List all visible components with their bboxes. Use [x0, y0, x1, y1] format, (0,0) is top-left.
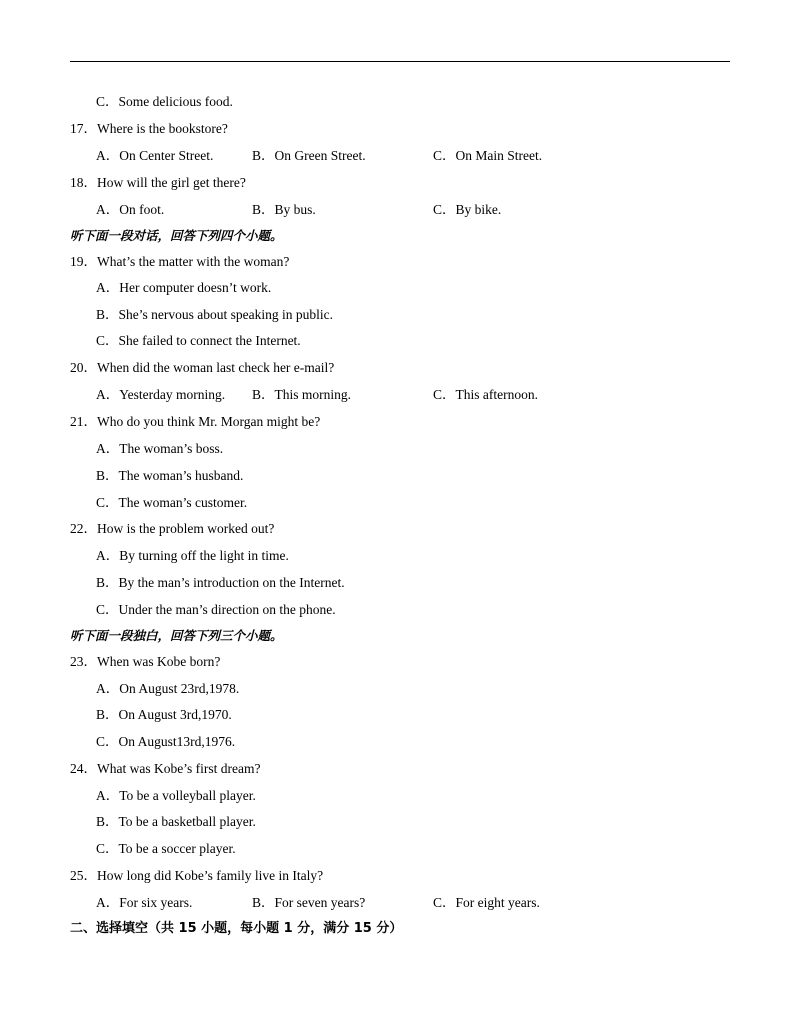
- section-instruction-monologue: 听下面一段独白，回答下列三个小题。: [70, 628, 283, 643]
- q23-option-c: C．On August13rd,1976.: [96, 734, 236, 749]
- q18-option-a: A．On foot.: [96, 202, 165, 217]
- q25-stem: 25．How long did Kobe’s family live in Italy?: [70, 868, 324, 883]
- q18-stem: 18．How will the girl get there?: [70, 175, 246, 190]
- q25-option-a: A．For six years.: [96, 895, 193, 910]
- q23-option-a: A．On August 23rd,1978.: [96, 681, 240, 696]
- q23-stem: 23．When was Kobe born?: [70, 654, 221, 669]
- q18-option-c: C．By bike.: [433, 202, 502, 217]
- q19-option-c: C．She failed to connect the Internet.: [96, 333, 301, 348]
- q20-stem: 20．When did the woman last check her e-mail?: [70, 360, 335, 375]
- q25-option-b: B．For seven years?: [252, 895, 366, 910]
- header-rule: [70, 61, 730, 62]
- q21-option-b: B．The woman’s husband.: [96, 468, 244, 483]
- q16-option-c: C．Some delicious food.: [96, 94, 233, 109]
- q22-stem: 22．How is the problem worked out?: [70, 521, 275, 536]
- q23-option-b: B．On August 3rd,1970.: [96, 707, 232, 722]
- q22-option-a: A．By turning off the light in time.: [96, 548, 289, 563]
- q22-option-b: B．By the man’s introduction on the Internet.: [96, 575, 345, 590]
- q24-option-a: A．To be a volleyball player.: [96, 788, 256, 803]
- q24-stem: 24．What was Kobe’s first dream?: [70, 761, 261, 776]
- q18-option-b: B．By bus.: [252, 202, 316, 217]
- q19-option-a: A．Her computer doesn’t work.: [96, 280, 272, 295]
- part-two-heading: 二、选择填空（共 15 小题，每小题 1 分，满分 15 分）: [70, 921, 403, 936]
- q17-stem: 17．Where is the bookstore?: [70, 121, 228, 136]
- q19-option-b: B．She’s nervous about speaking in public.: [96, 307, 333, 322]
- section-instruction-dialogue: 听下面一段对话，回答下列四个小题。: [70, 228, 283, 243]
- q21-option-a: A．The woman’s boss.: [96, 441, 224, 456]
- q17-option-a: A．On Center Street.: [96, 148, 214, 163]
- q24-option-b: B．To be a basketball player.: [96, 814, 256, 829]
- q17-option-b: B．On Green Street.: [252, 148, 366, 163]
- q21-option-c: C．The woman’s customer.: [96, 495, 248, 510]
- q25-option-c: C．For eight years.: [433, 895, 540, 910]
- q21-stem: 21．Who do you think Mr. Morgan might be?: [70, 414, 321, 429]
- q20-option-c: C．This afternoon.: [433, 387, 538, 402]
- q20-option-b: B．This morning.: [252, 387, 352, 402]
- q20-option-a: A．Yesterday morning.: [96, 387, 226, 402]
- q17-option-c: C．On Main Street.: [433, 148, 543, 163]
- q19-stem: 19．What’s the matter with the woman?: [70, 254, 290, 269]
- q24-option-c: C．To be a soccer player.: [96, 841, 236, 856]
- q22-option-c: C．Under the man’s direction on the phone.: [96, 602, 336, 617]
